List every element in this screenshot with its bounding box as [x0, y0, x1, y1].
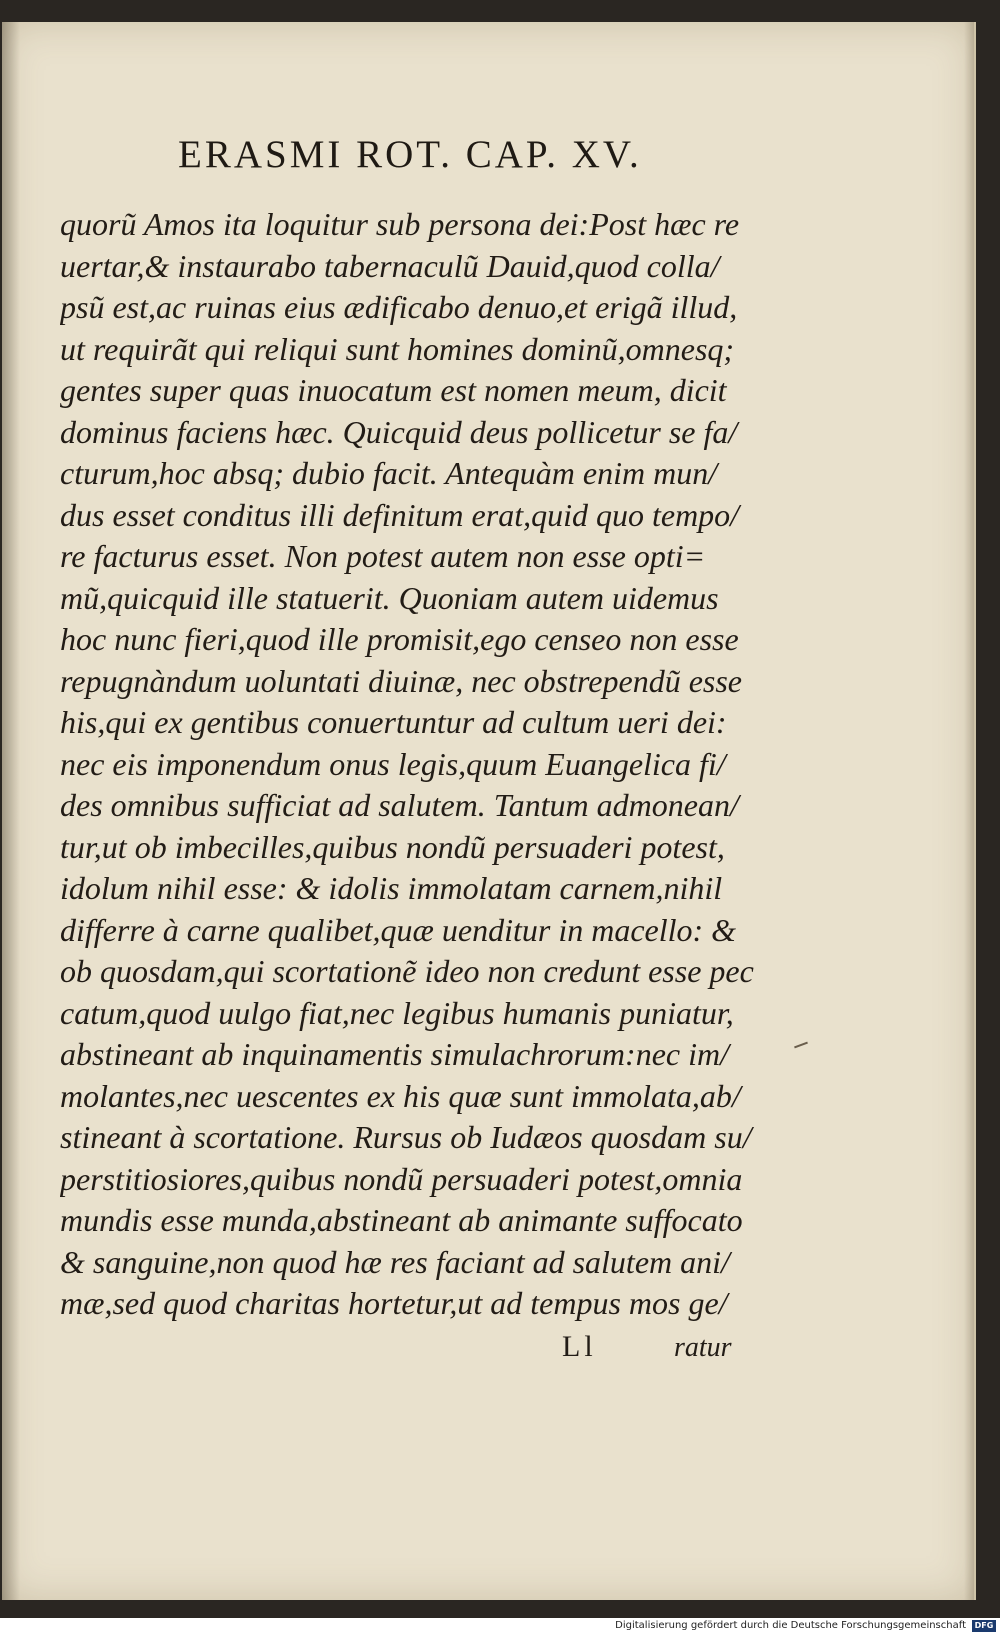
text-line: molantes,nec uescentes ex his quæ sunt immolata,ab/ [60, 1077, 741, 1114]
text-line: his,qui ex gentibus conuertuntur ad cultum ueri dei: [60, 704, 727, 740]
funding-credit: Digitalisierung gefördert durch die Deutsche Forschungsgemeinschaft [615, 1620, 966, 1631]
text-line: ut requirãt qui reliqui sunt homines dominũ,omnesq; [60, 330, 735, 367]
page-edge-shadow [964, 22, 974, 1600]
text-line: stineant à scortatione. Rursus ob Iudæos quosdam su/ [60, 1119, 752, 1155]
text-line: psũ est,ac ruinas eius ædificabo denuo,et erigã illud, [60, 289, 738, 325]
signature-mark: Ll [562, 1330, 597, 1363]
text-line: nec eis imponendum onus legis,quum Euangelica fi/ [60, 745, 726, 782]
text-line: tur,ut ob imbecilles,quibus nondũ persuaderi potest, [60, 828, 725, 865]
text-line: idolum nihil esse: & idolis immolatam carnem,nihil [60, 870, 723, 906]
text-line: cturum,hoc absq; dubio facit. Antequàm enim mun/ [60, 455, 718, 491]
body-text [60, 204, 780, 1325]
text-line: uertar,& instaurabo tabernaculũ Dauid,quod colla/ [60, 247, 720, 284]
text-line: mundis esse munda,abstineant ab animante suffocato [60, 1202, 743, 1238]
text-line: hoc nunc fieri,quod ille promisit,ego censeo non esse [60, 621, 739, 657]
book-page [2, 22, 976, 1600]
page-foot [542, 1330, 782, 1370]
page-gutter-shadow [2, 22, 20, 1600]
text-line: gentes super quas inuocatum est nomen meum, dicit [60, 372, 727, 408]
text-line: differre à carne qualibet,quæ uenditur in macello: & [60, 911, 737, 948]
text-line: repugnàndum uoluntati diuinæ, nec obstrependũ esse [60, 662, 742, 699]
text-line: dominus faciens hæc. Quicquid deus pollicetur se fa/ [60, 413, 738, 450]
text-line: des omnibus sufficiat ad salutem. Tantum admonean/ [60, 787, 739, 823]
text-line: perstitiosiores,quibus nondũ persuaderi potest,omnia [60, 1160, 743, 1197]
viewer-footer [0, 1618, 1000, 1636]
catchword: ratur [674, 1332, 732, 1363]
text-line: mũ,quicquid ille statuerit. Quoniam autem uidemus [60, 579, 719, 616]
text-line: mæ,sed quod charitas hortetur,ut ad tempus mos ge/ [60, 1285, 728, 1321]
text-line: & sanguine,non quod hæ res faciant ad salutem ani/ [60, 1243, 730, 1280]
text-line: ob quosdam,qui scortationẽ ideo non credunt esse pec [60, 953, 754, 989]
text-line: abstineant ab inquinamentis simulachrorum:nec im/ [60, 1036, 729, 1072]
marginal-mark [794, 1042, 808, 1049]
text-line: catum,quod uulgo fiat,nec legibus humanis puniatur, [60, 994, 734, 1031]
text-line: quorũ Amos ita loquitur sub persona dei:Post hæc re [60, 206, 740, 242]
running-head: ERASMI ROT. CAP. XV. [178, 133, 642, 176]
text-line: re facturus esset. Non potest autem non esse opti= [60, 538, 706, 574]
dfg-logo-icon: DFG [972, 1620, 996, 1632]
text-line: dus esset conditus illi definitum erat,quid quo tempo/ [60, 496, 740, 533]
